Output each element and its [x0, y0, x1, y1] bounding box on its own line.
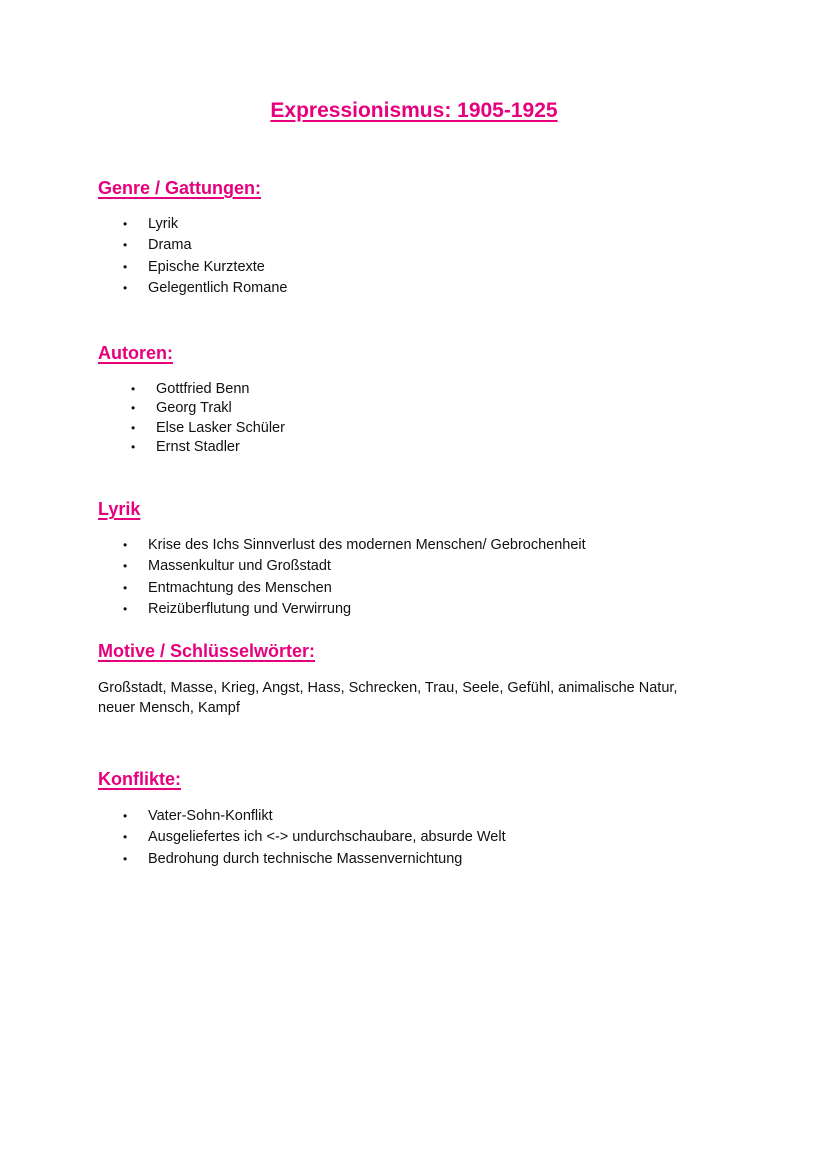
list-genre	[123, 214, 288, 299]
bullet-icon: •	[123, 580, 128, 595]
bullet-icon: •	[123, 238, 128, 253]
bullet-icon: •	[123, 601, 128, 616]
bullet-icon: •	[123, 280, 128, 295]
heading-motive: Motive / Schlüsselwörter:	[98, 641, 316, 661]
bullet-icon: •	[123, 538, 128, 552]
list-lyrik	[123, 535, 586, 620]
list-autoren	[131, 380, 285, 457]
bullet-icon: •	[123, 851, 128, 866]
list-item: • Vater-Sohn-Konflikt	[148, 806, 506, 827]
list-item: • Entmachtung des Menschen	[148, 578, 586, 599]
heading-genre: Genre / Gattungen:	[98, 178, 262, 198]
list-item: • Lyrik	[148, 214, 287, 235]
list-item: • Ernst Stadler	[156, 438, 285, 457]
paragraph-line: neuer Mensch, Kampf	[98, 700, 240, 716]
list-item: • Krise des Ichs Sinnverlust des modernen Menschen/ Gebrochenheit	[148, 535, 586, 556]
list-item: • Bedrohung durch technische Massenvernichtung	[148, 849, 506, 870]
bullet-icon: •	[131, 401, 136, 416]
list-item: • Drama	[148, 235, 287, 256]
list-item: • Gelegentlich Romane	[148, 278, 287, 299]
bullet-icon: •	[131, 420, 136, 435]
bullet-icon: •	[131, 439, 136, 454]
bullet-icon: •	[123, 217, 128, 231]
heading-lyrik: Lyrik	[98, 499, 141, 519]
paragraph-line: Großstadt, Masse, Krieg, Angst, Hass, Schrecken, Trau, Seele, Gefühl, animalische Natur,	[98, 680, 678, 696]
motive-paragraph	[98, 678, 738, 718]
bullet-icon: •	[131, 382, 136, 396]
page-title: Expressionismus: 1905-1925	[270, 99, 558, 122]
heading-konflikte: Konflikte:	[98, 769, 181, 789]
bullet-icon: •	[123, 830, 128, 845]
list-item: • Gottfried Benn	[156, 380, 285, 399]
list-item: • Reizüberflutung und Verwirrung	[148, 599, 586, 620]
list-item: • Else Lasker Schüler	[156, 419, 285, 438]
bullet-icon: •	[123, 259, 128, 274]
list-item: • Ausgeliefertes ich <-> undurchschaubare, absurde Welt	[148, 827, 506, 848]
list-item: • Epische Kurztexte	[148, 257, 287, 278]
list-item: • Georg Trakl	[156, 399, 285, 418]
list-item: • Massenkultur und Großstadt	[148, 556, 586, 577]
bullet-icon: •	[123, 809, 128, 823]
list-konflikte	[123, 806, 506, 870]
bullet-icon: •	[123, 559, 128, 574]
heading-autoren: Autoren:	[98, 343, 173, 363]
